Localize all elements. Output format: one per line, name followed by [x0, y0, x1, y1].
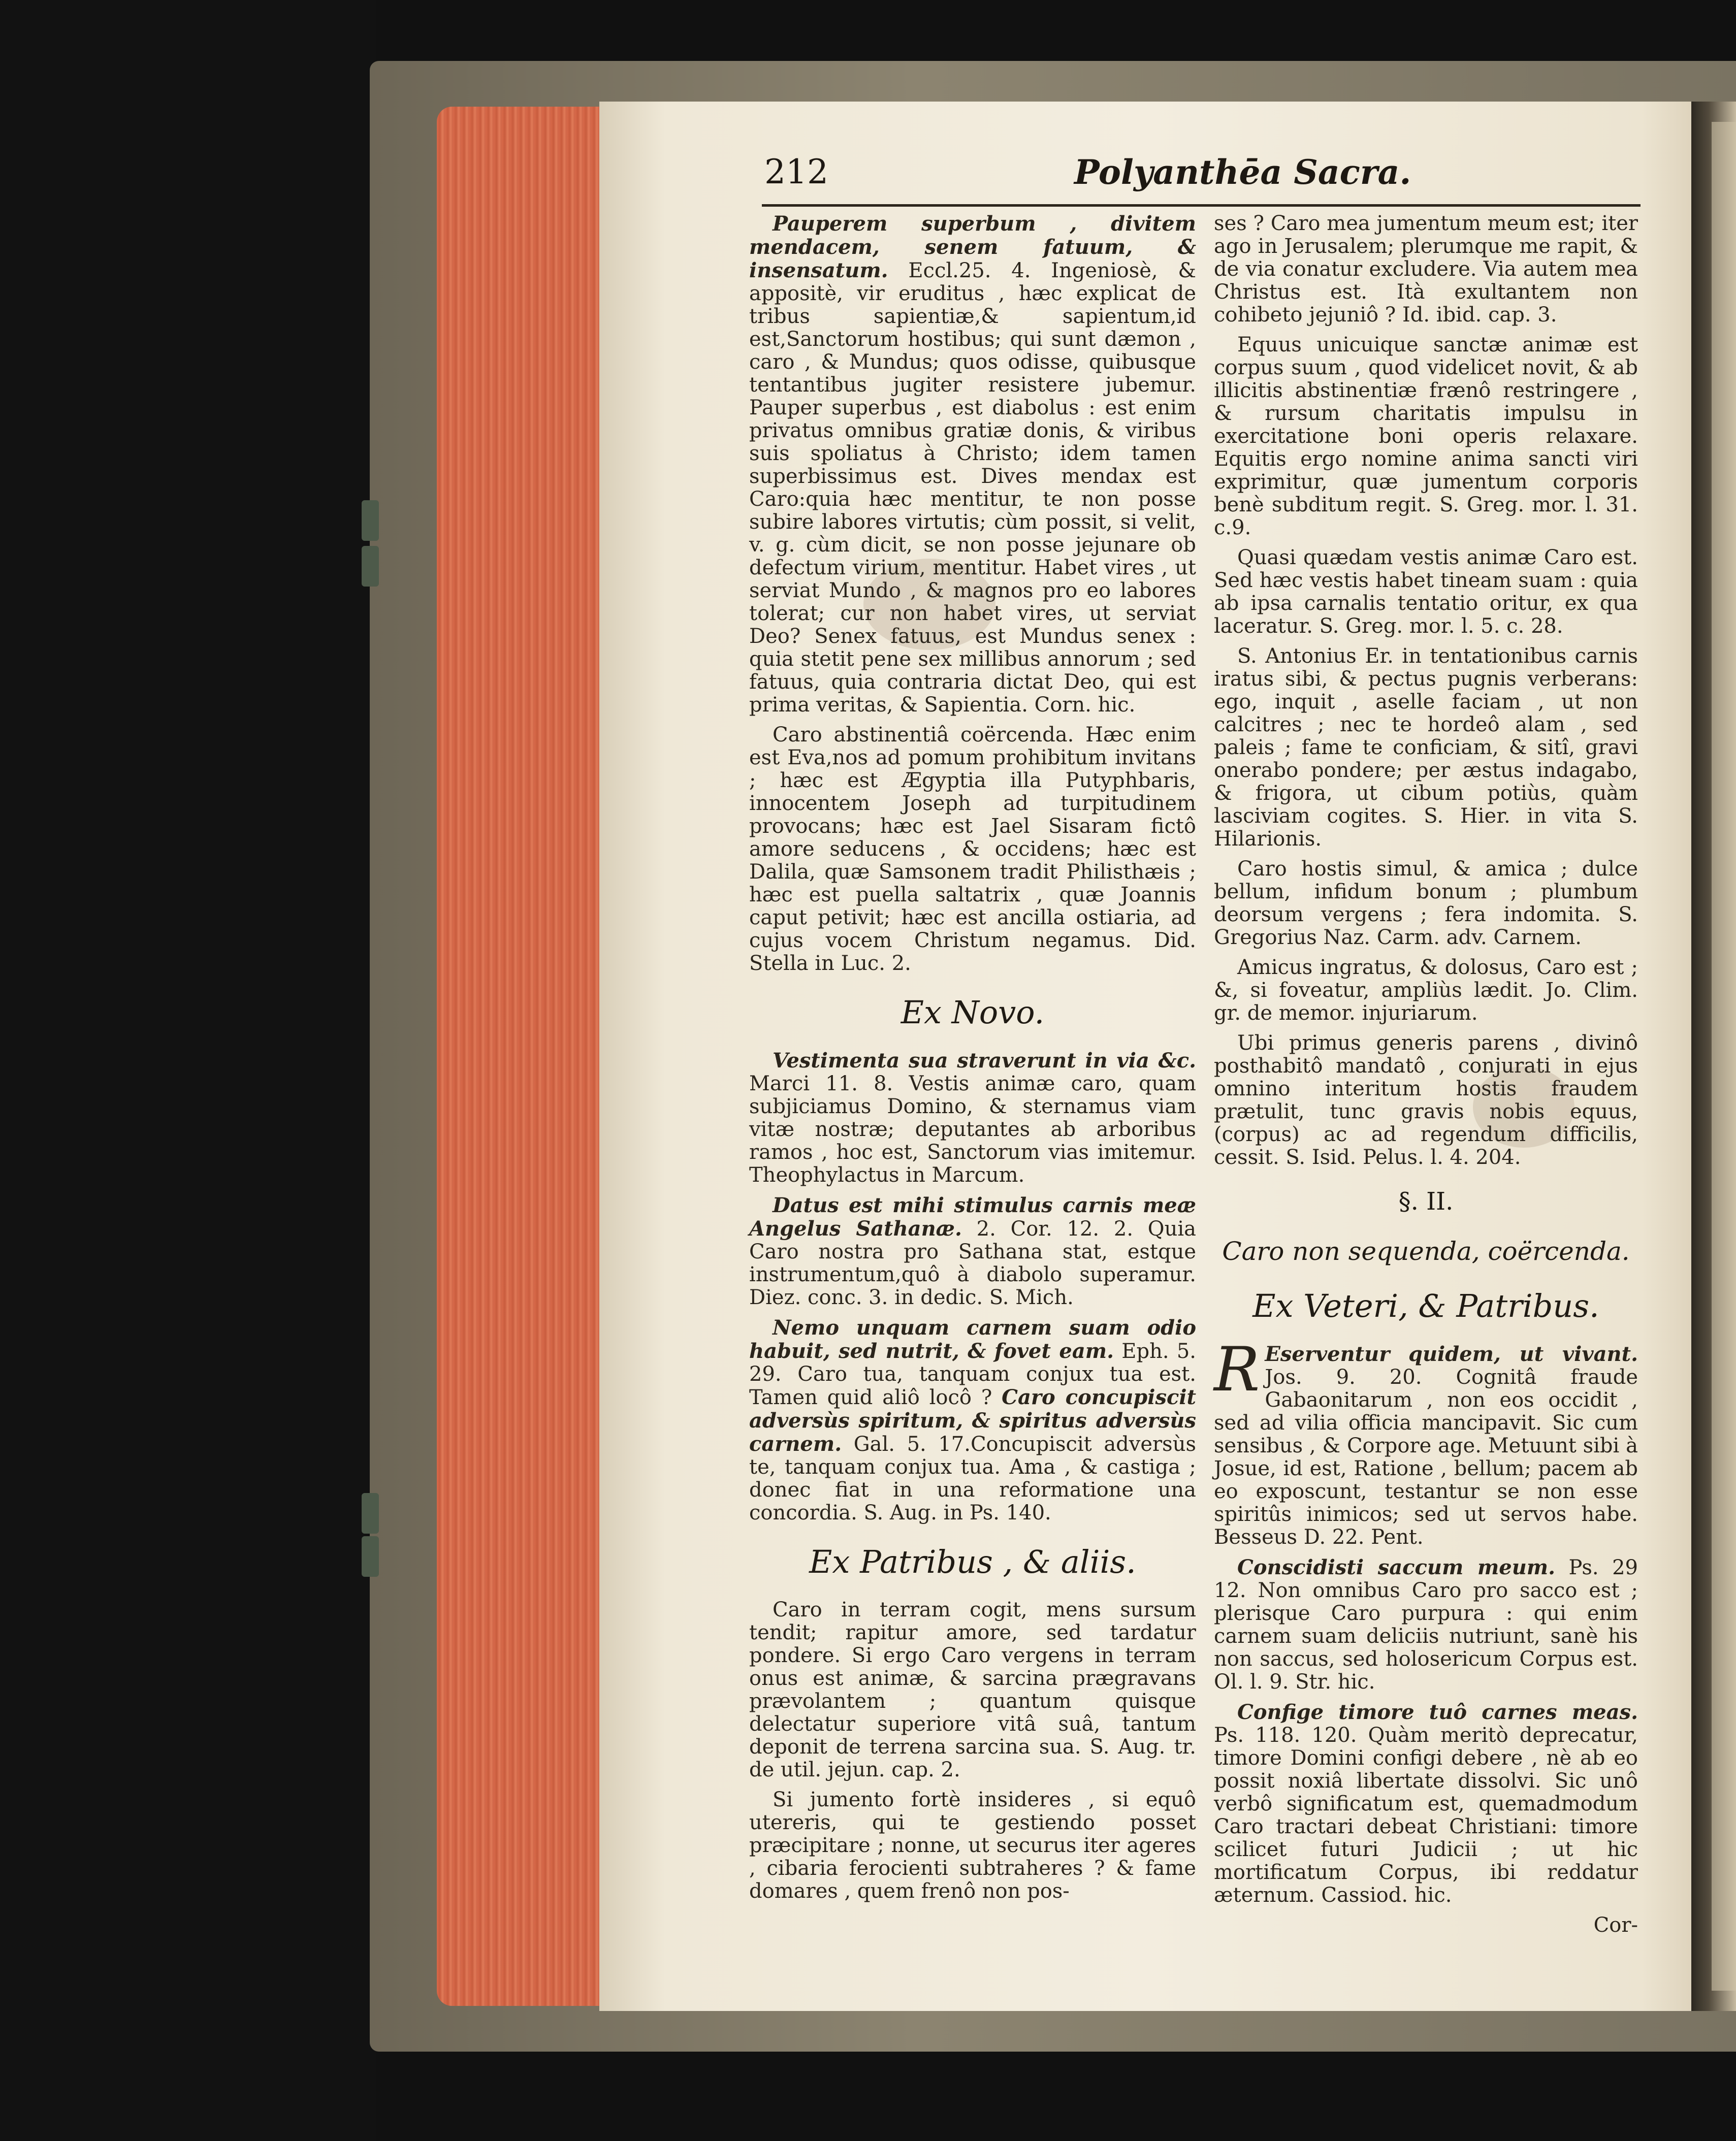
- paragraph: [1214, 1335, 1638, 1549]
- scripture-citation: Pauperem superbum , divitem mendacem, senem fatuum, & insensatum.: [749, 212, 1196, 282]
- clasp-hinge-upper: [362, 546, 379, 587]
- section-heading: Ex Veteri, & Patribus.: [1252, 1287, 1599, 1324]
- paragraph: [749, 1049, 1196, 1187]
- header-rule: [762, 204, 1641, 207]
- section-title: Caro non sequenda, coërcenda.: [1222, 1237, 1630, 1266]
- paragraph-text: Eccl.25. 4. Ingeniosè, & appositè, vir eruditus , hæc explicat de tribus sapientiæ,& sapientum,id est,Sanctorum hostibus; qui sunt dæmon , caro , & Mundus; quos odisse, quibusque tentantibus jugiter resistere jubemur. Pauper superbus , est diabolus : est enim privatus omnibus gratiæ donis, & viribus suis spoliatus à Christo; idem tamen superbissimus est. Dives mendax est Caro:quia hæc mentitur, te non posse subire labores virtutis; cùm possit, si velit, v. g. cùm dicit, se non posse jejunare ob defectum virium, mentitur. Habet vires , ut serviat Mundo , & magnos pro eo labores tolerat; cur non habet vires, ut serviat Deo? Senex fatuus, est Mundus senex : quia stetit pene sex millibus annorum ; sed fatuus, quia contraria dictat Deo, qui est prima veritas, & Sapientia. Corn. hic.: [749, 259, 1196, 717]
- scripture-citation: Conscidisti saccum meum.: [1237, 1555, 1556, 1579]
- scripture-citation: Datus est mihi stimulus carnis meæ Angelus Sathanæ.: [749, 1193, 1196, 1241]
- running-title: Polyanthēa Sacra.: [1074, 152, 1411, 192]
- paragraph: ses ? Caro mea jumentum meum est; iter ago in Jerusalem; plerumque me rapit, & de via conatur excludere. Via autem mea Christus est. Ità exultantem non cohibeto jejuniô ? Id. ibid. cap. 3.: [1214, 212, 1638, 327]
- paragraph: Caro in terram cogit, mens sursum tendit; rapitur amore, sed tardatur pondere. Si ergo Caro vergens in terram onus est animæ, & sarcina prægravans prævolantem ; quantum quisque delectatur superiore vitâ suâ, tantum deponit de terrena sarcina sua. S. Aug. tr. de util. jejun. cap. 2.: [749, 1598, 1196, 1781]
- paragraph: Quasi quædam vestis animæ Caro est. Sed hæc vestis habet tineam suam : quia ab ipsa carnalis tentatio oritur, ex qua laceratur. S. Greg. mor. l. 5. c. 28.: [1214, 546, 1638, 638]
- paragraph: Caro hostis simul, & amica ; dulce bellum, infidum bonum ; plumbum deorsum vergens ; fera indomita. S. Gregorius Naz. Carm. adv. Carnem.: [1214, 857, 1638, 949]
- paragraph: Caro abstinentiâ coërcenda. Hæc enim est Eva,nos ad pomum prohibitum invitans ; hæc est Ægyptia illa Putyphbaris, innocentem Joseph ad turpitudinem provocans; hæc est Jael Sisaram fictô amore seducens , & occidens; hæc est Dalila, quæ Samsonem tradit Philisthæis ; hæc est puella saltatrix , quæ Joannis caput petivit; hæc est ancilla ostiaria, ad cujus vocem Christum negamus. Did. Stella in Luc. 2.: [749, 723, 1196, 975]
- paragraph-text: Ps. 29 12. Non omnibus Caro pro sacco est ; plerisque Caro purpura : qui enim carnem suam deliciis nutriunt, sanè his non saccus, sed holosericum Corpus est. Ol. l. 9. Str. hic.: [1214, 1556, 1638, 1694]
- clasp-hinge-bottom: [362, 1536, 379, 1577]
- paragraph-text: Marci 11. 8. Vestis animæ caro, quam subjiciamus Domino, & sternamus viam vitæ nostræ; deputantes ab arboribus ramos , hoc est, Sanctorum vias imitemur. Theophylactus in Marcum.: [749, 1072, 1196, 1187]
- paragraph-text: Ps. 118. 120. Quàm meritò deprecatur, timore Domini configi debere , nè ab eo possit noxiâ libertate dissolvi. Sic unô verbô significatum est, quemadmodum Caro tractari debeat Christiani: timore scilicet futuri Judicii ; ut hic mortificatum Corpus, ibi reddatur æternum. Cassiod. hic.: [1214, 1724, 1638, 1907]
- paragraph-text: Eph. 5. 29. Caro tua, tanquam conjux tua est. Tamen quid aliô locô ?: [749, 1340, 1197, 1409]
- paragraph: [1214, 1556, 1638, 1694]
- scripture-citation: Vestimenta sua straverunt in via &c.: [773, 1049, 1196, 1073]
- right-column: [1214, 212, 1638, 1944]
- paragraph: [1214, 1701, 1638, 1907]
- paragraph: [749, 1194, 1196, 1309]
- paragraph: Si jumento fortè insideres , si equô utereris, qui te gestiendo posset præcipitare ; nonne, ut securus iter ageres , cibaria ferocienti subtraheres ? & fame domares , quem frenô non pos-: [749, 1788, 1196, 1903]
- paragraph: Ubi primus generis parens , divinô posthabitô mandatô , conjurati in ejus omnino interitum hostis fraudem prætulit, tunc gravis nobis equus, (corpus) ac ad regendum difficilis, cessit. S. Isid. Pelus. l. 4. 204.: [1214, 1031, 1638, 1169]
- page-edges-red: [437, 107, 600, 2006]
- paragraph: Amicus ingratus, & dolosus, Caro est ; &, si foveatur, ampliùs lædit. Jo. Clim. gr. de memor. injuriarum.: [1214, 956, 1638, 1025]
- section-heading: Ex Novo.: [901, 994, 1045, 1031]
- paragraph: [749, 1316, 1196, 1524]
- section-number: §. II.: [1398, 1187, 1454, 1216]
- facing-page-edge: [1712, 122, 1736, 1991]
- paragraph-text: 2. Cor. 12. 2. Quia Caro nostra pro Sathana stat, estque instrumentum,quô à diabolo superamur. Diez. conc. 3. in dedic. S. Mich.: [749, 1217, 1197, 1309]
- clasp-hinge-top: [362, 500, 379, 541]
- catchword: Cor-: [1593, 1913, 1638, 1937]
- paragraph-text: Jos. 9. 20. Cognitâ fraude Gabaonitarum , non eos occidit , sed ad vilia officia mancipavit. Sic cum sensibus , & Corpore age. Metuunt sibi à Josue, id est, Ratione , bellum; pacem ab eo exposcunt, testantur se non esse spiritûs inimicos; sed ut servos habe. Besseus D. 22. Pent.: [1214, 1366, 1638, 1549]
- clasp-hinge-lower: [362, 1493, 379, 1534]
- scripture-citation: Confige timore tuô carnes meas.: [1237, 1700, 1638, 1724]
- paragraph: S. Antonius Er. in tentationibus carnis iratus sibi, & pectus pugnis verberans: ego, inquit , aselle faciam , ut non calcitres ; nec te hordeô alam , sed paleis ; fame te conficiam, & sitî, gravi onerabo pondere; per æstus indagabo, & frigora, ut cibum potiùs, quàm lasciviam cogites. S. Hier. in vita S. Hilarionis.: [1214, 644, 1638, 851]
- page-number: 212: [764, 152, 828, 191]
- background-left: [0, 0, 376, 2141]
- scripture-citation: Caro concupiscit adversùs spiritum, & spiritus adversùs carnem.: [749, 1385, 1196, 1456]
- scripture-citation: Eserventur quidem, ut vivant.: [1265, 1342, 1638, 1366]
- paragraph-text: Gal. 5. 17.Concupiscit adversùs te, tanquam conjux tua. Ama , & castiga ; donec fiat in una reformatione una concordia. S. Aug. in Ps. 140.: [749, 1433, 1196, 1524]
- paragraph: Equus unicuique sanctæ animæ est corpus suum , quod videlicet novit, & ab illicitis abstinentiæ frænô restringere , & rursum charitatis impulsu in exercitatione boni operis relaxare. Equitis ergo nomine anima sancti viri exprimitur, quæ jumentum corporis benè subditum regit. S. Greg. mor. l. 31. c.9.: [1214, 333, 1638, 539]
- left-column: [749, 212, 1196, 1910]
- paragraph: [749, 212, 1196, 717]
- section-heading: Ex Patribus , & aliis.: [809, 1543, 1136, 1580]
- drop-capital: R: [1214, 1335, 1260, 1405]
- scripture-citation: Nemo unquam carnem suam odio habuit, sed nutrit, & fovet eam.: [749, 1316, 1196, 1363]
